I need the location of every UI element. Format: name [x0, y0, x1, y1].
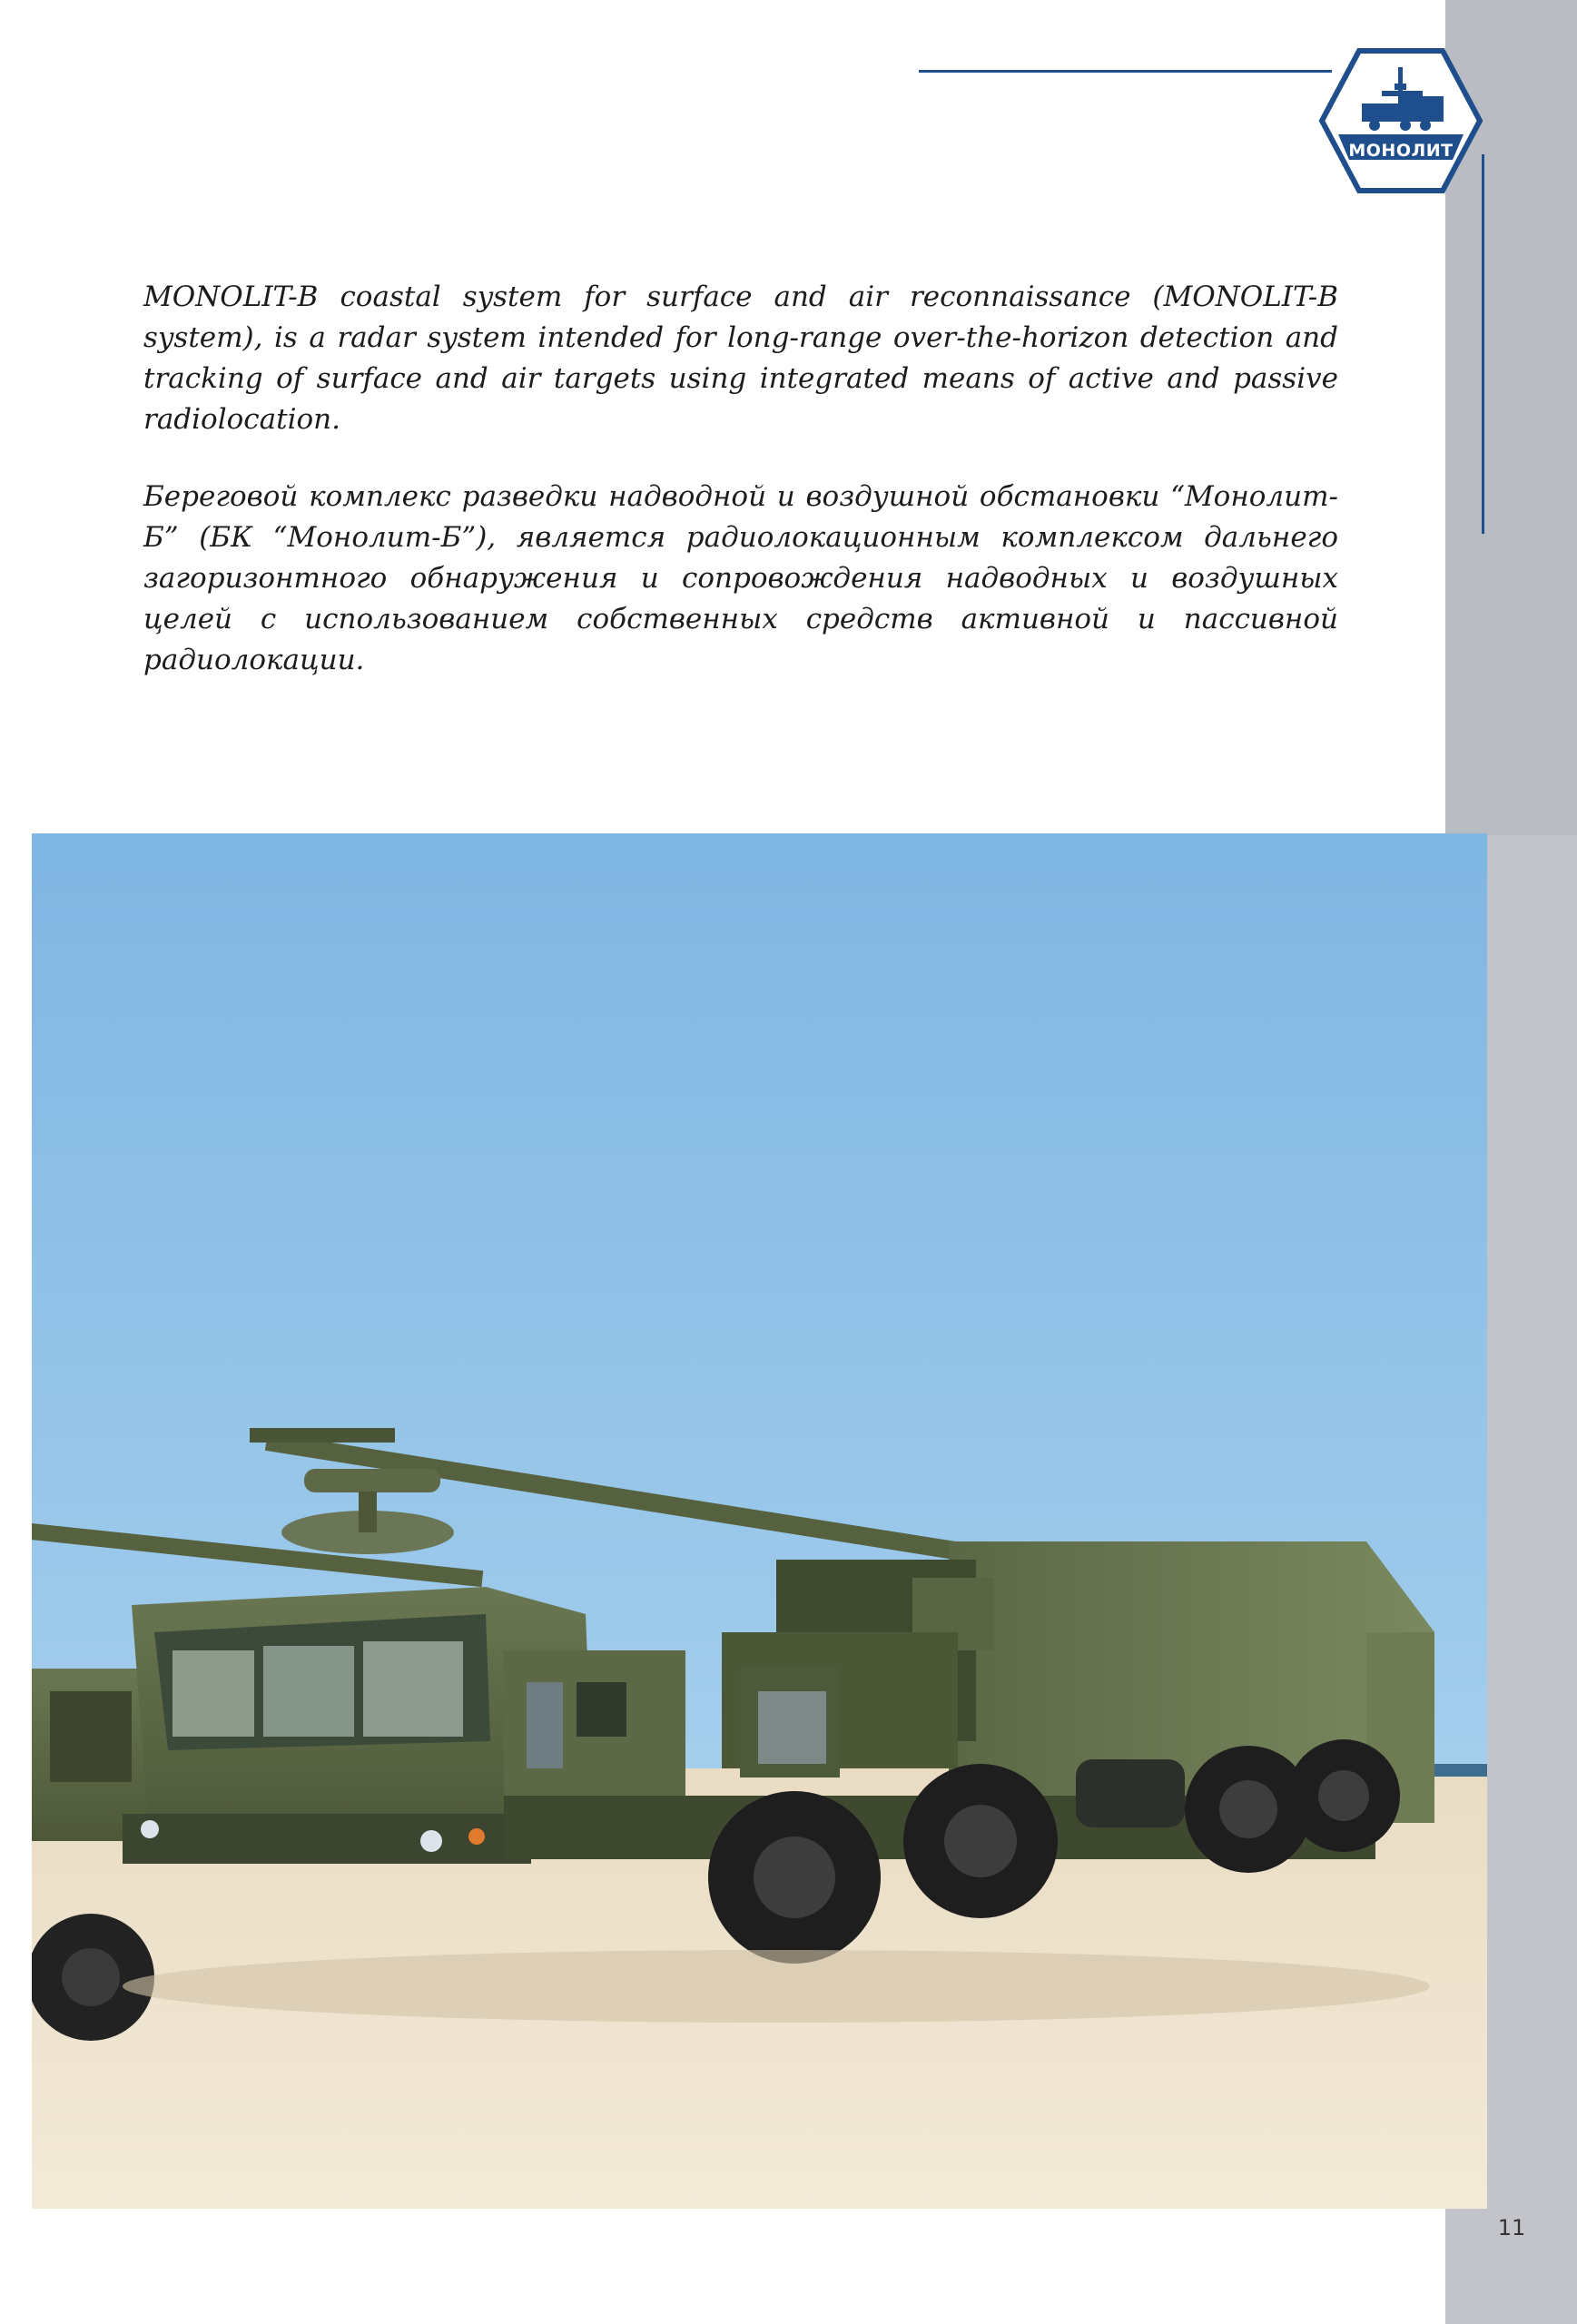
vehicle-photo — [32, 833, 1487, 2209]
header-rule — [919, 70, 1332, 73]
description-english: MONOLIT-B coastal system for surface and air reconnaissance (MONOLIT-B system), is a radar system intended for long-range over-the-horizon detection and tracking of surface and air targets using integrated means of active and passive radiolocation. — [143, 281, 1338, 436]
vertical-rule — [1482, 154, 1484, 534]
logo-wordmark: МОНОЛИТ — [1348, 141, 1454, 161]
monolit-logo — [1318, 47, 1483, 194]
page-number: 11 — [1497, 2215, 1526, 2240]
radar-truck-hexagon-logo-icon — [1318, 47, 1483, 194]
radar-vehicle-illustration — [32, 833, 1487, 2209]
description-russian: Береговой комплекс разведки надводной и воздушной обстановки “Монолит-Б” (БК “Монолит-Б”), является радиолокационным комплексом дальнего загоризонтного обнаружения и сопровождения надводных и воздушных целей с использованием собственных средств активной и пассивной радиолокации. — [143, 480, 1338, 676]
